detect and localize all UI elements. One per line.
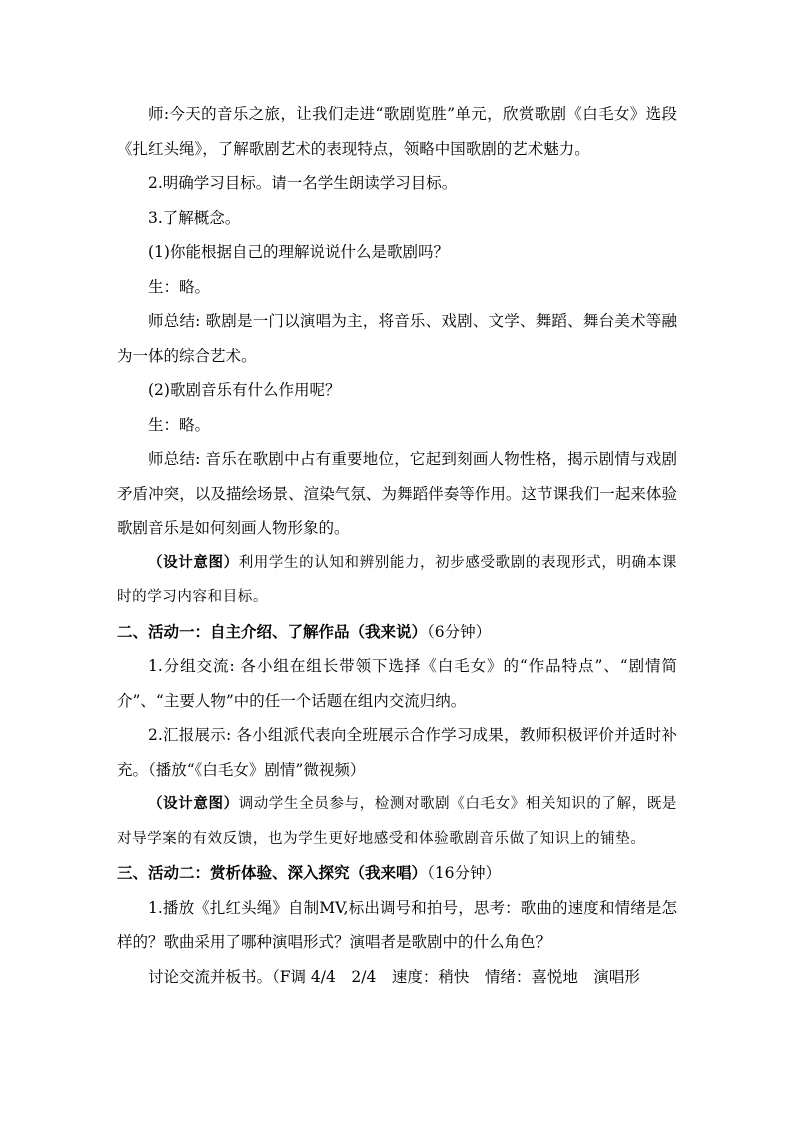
paragraph-discussion: 讨论交流并板书。（F调 4/4 2/4 速度：稍快 情绪：喜悦地 演唱形 [148, 967, 640, 986]
paragraph-play-mv: 1.播放《扎红头绳》自制MV,标出调号和拍号，思考：歌曲的速度和情绪是怎样的？歌曲采用了哪种演唱形式？演唱者是歌剧中的什么角色？ [117, 898, 677, 951]
design-intent-1 [117, 546, 677, 615]
design-intent-label: （设计意图） [148, 553, 239, 571]
section-heading-activity-1 [117, 615, 677, 650]
question-2: (2)歌剧音乐有什么作用呢？ [148, 381, 341, 399]
heading-duration: （6分钟） [427, 622, 492, 641]
design-intent-text: 利用学生的认知和辨别能力，初步感受歌剧的表现形式，明确本课时的学习内容和目标。 [117, 554, 677, 605]
design-intent-label: （设计意图） [148, 795, 239, 812]
question-1: (1)你能根据自己的理解说说什么是歌剧吗？ [148, 243, 449, 261]
teacher-summary-2: 师总结: 音乐在歌剧中占有重要地位，它起到刻画人物性格，揭示剧情与戏剧矛盾冲突，以及描绘场景、渲染气氛、为舞蹈伴奏等作用。这节课我们一起来体验歌剧音乐是如何刻画人物形象的。 [117, 450, 677, 537]
heading-text: 二、活动一：自主介绍、了解作品（我来说） [117, 621, 428, 641]
teacher-summary-1: 师总结: 歌剧是一门以演唱为主，将音乐、戏剧、文学、舞蹈、舞台美术等融为一体的综合艺术。 [117, 312, 677, 365]
paragraph-group-exchange: 1.分组交流: 各小组在组长带领下选择《白毛女》的“作品特点”、“剧情简介”、“主要人物”中的任一个话题在组内交流归纳。 [117, 657, 677, 710]
design-intent-2 [117, 787, 677, 856]
paragraph-learning-goals: 2.明确学习目标。请一名学生朗读学习目标。 [148, 174, 458, 192]
document-page [117, 97, 677, 994]
section-heading-activity-2 [117, 856, 677, 891]
paragraph-concept: 3.了解概念。 [148, 208, 241, 227]
student-answer-2: 生：略。 [148, 415, 211, 434]
heading-duration: （16分钟） [427, 864, 501, 882]
design-intent-text: 调动学生全员参与，检测对歌剧《白毛女》相关知识的了解，既是对导学案的有效反馈，也为学生更好地感受和体验歌剧音乐做了知识上的铺垫。 [117, 796, 677, 847]
paragraph-report-show: 2.汇报展示: 各小组派代表向全班展示合作学习成果，教师积极评价并适时补充。（播放“《白毛女》剧情”微视频） [117, 726, 677, 779]
student-answer-1: 生：略。 [148, 277, 211, 296]
heading-text: 三、活动二：赏析体验、深入探究（我来唱） [117, 863, 428, 882]
paragraph-intro: 师:今天的音乐之旅，让我们走进“歌剧览胜”单元，欣赏歌剧《白毛女》选段《扎红头绳》，了解歌剧艺术的表现特点，领略中国歌剧的艺术魅力。 [117, 105, 677, 158]
